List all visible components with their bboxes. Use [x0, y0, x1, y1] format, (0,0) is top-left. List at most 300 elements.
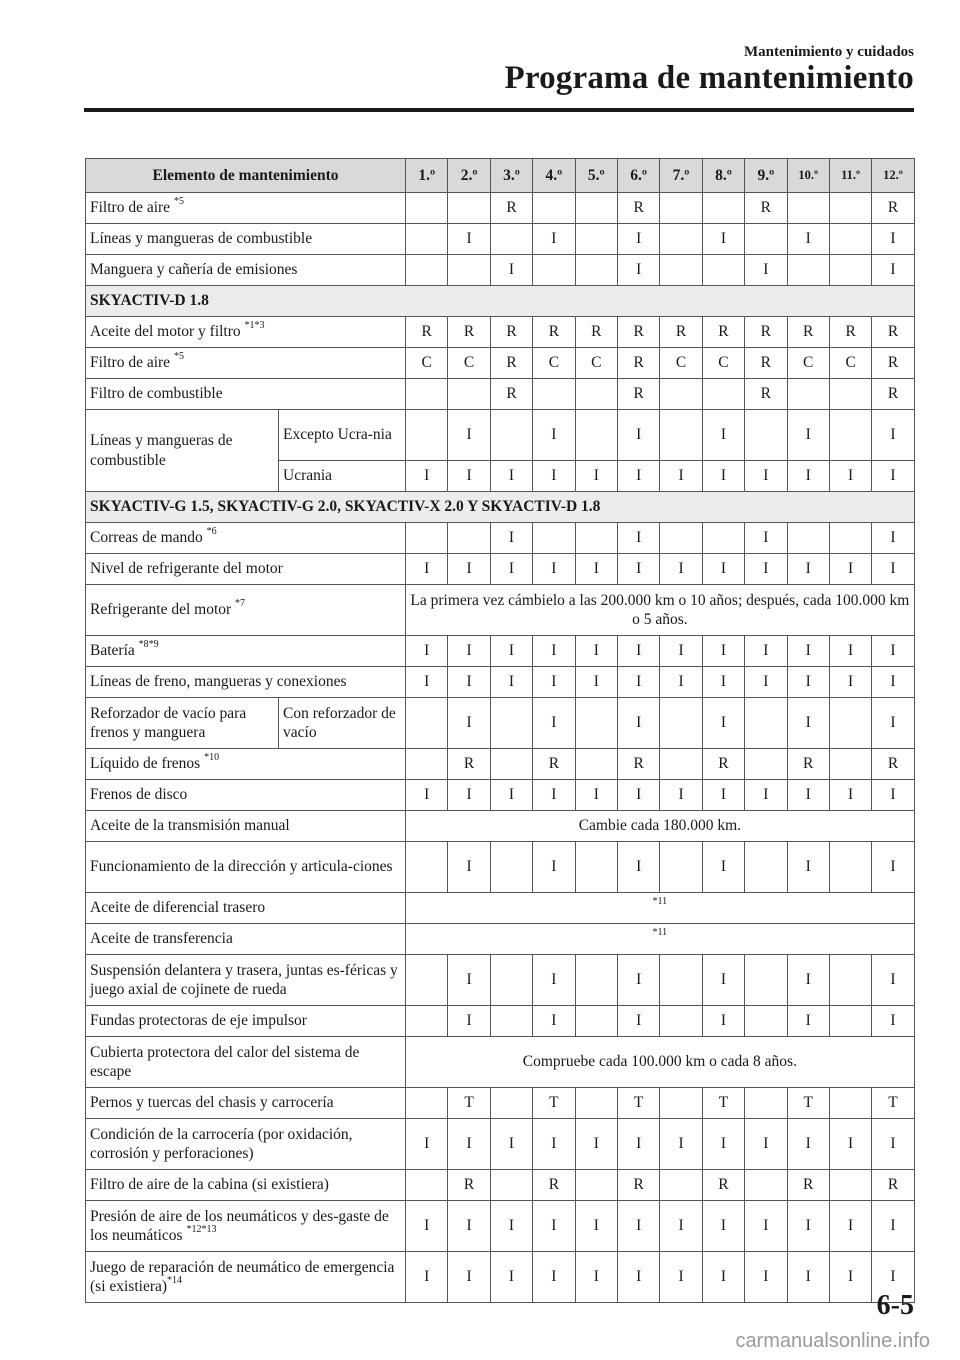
interval-value: I: [787, 410, 829, 461]
interval-value: [406, 955, 448, 1006]
interval-value: R: [448, 1170, 490, 1201]
item-label-text: Aceite de diferencial trasero: [90, 899, 266, 917]
table-row: [86, 1201, 915, 1252]
interval-value: [575, 224, 617, 255]
interval-value: [745, 749, 787, 780]
header-interval: 4.º: [533, 159, 575, 193]
footnote-ref: *11: [652, 896, 668, 908]
interval-value: R: [872, 348, 914, 379]
interval-value: I: [660, 780, 702, 811]
item-label-text: Pernos y tuercas del chasis y carrocería: [90, 1094, 334, 1112]
footnote-ref: *10: [204, 752, 220, 764]
interval-value: [490, 955, 532, 1006]
interval-value: I: [533, 667, 575, 698]
interval-value: [745, 842, 787, 893]
interval-value: I: [787, 698, 829, 749]
interval-value: I: [660, 554, 702, 585]
interval-value: I: [872, 698, 914, 749]
interval-value: I: [575, 1252, 617, 1303]
item-label: [86, 842, 406, 893]
interval-value: I: [660, 461, 702, 492]
interval-value: I: [745, 1252, 787, 1303]
interval-value: C: [787, 348, 829, 379]
interval-value: I: [829, 780, 871, 811]
interval-value: R: [617, 317, 659, 348]
interval-value: I: [448, 1119, 490, 1170]
interval-value: I: [872, 1119, 914, 1170]
interval-value: R: [702, 317, 744, 348]
interval-value: [533, 193, 575, 224]
interval-value: [660, 379, 702, 410]
item-label-text: Refrigerante del motor: [90, 601, 236, 619]
item-label-text: Nivel de refrigerante del motor: [90, 560, 283, 578]
item-label-text: Aceite del motor y filtro: [90, 323, 245, 341]
header-interval: 2.º: [448, 159, 490, 193]
interval-value: I: [406, 554, 448, 585]
interval-value: I: [617, 1201, 659, 1252]
table-row: [86, 842, 915, 893]
interval-value: I: [533, 1006, 575, 1037]
interval-value: T: [702, 1088, 744, 1119]
interval-value: I: [448, 1201, 490, 1252]
interval-value: I: [787, 955, 829, 1006]
footnote-ref: *14: [167, 1275, 183, 1286]
interval-value: R: [617, 379, 659, 410]
header-interval: 5.º: [575, 159, 617, 193]
interval-value: I: [702, 1201, 744, 1252]
interval-value: [829, 379, 871, 410]
header-interval: 11.º: [829, 159, 871, 193]
interval-value: [490, 1006, 532, 1037]
interval-value: I: [787, 636, 829, 667]
interval-note: [406, 893, 915, 924]
item-label-text: Correas de mando: [90, 529, 207, 547]
interval-value: I: [872, 255, 914, 286]
interval-value: I: [617, 461, 659, 492]
item-label-text: Manguera y cañería de emisiones: [90, 261, 298, 279]
interval-value: R: [745, 379, 787, 410]
interval-value: I: [448, 410, 490, 461]
interval-value: [406, 1088, 448, 1119]
interval-value: [660, 1170, 702, 1201]
header-interval: 7.º: [660, 159, 702, 193]
interval-value: I: [575, 1201, 617, 1252]
interval-value: [829, 698, 871, 749]
table-row: [86, 636, 915, 667]
interval-value: I: [448, 698, 490, 749]
interval-value: I: [872, 1252, 914, 1303]
interval-value: R: [872, 749, 914, 780]
interval-value: I: [745, 1201, 787, 1252]
interval-note-text: Compruebe cada 100.000 km o cada 8 años.: [406, 1037, 915, 1088]
interval-value: I: [745, 554, 787, 585]
table-row: [86, 379, 915, 410]
interval-value: [406, 193, 448, 224]
interval-value: I: [490, 1201, 532, 1252]
interval-value: I: [490, 780, 532, 811]
interval-value: I: [406, 780, 448, 811]
interval-value: [575, 523, 617, 554]
interval-value: I: [745, 1119, 787, 1170]
interval-value: C: [533, 348, 575, 379]
interval-value: [787, 379, 829, 410]
table-row: [86, 1006, 915, 1037]
item-label: [86, 955, 406, 1006]
interval-value: [829, 410, 871, 461]
interval-value: R: [533, 1170, 575, 1201]
interval-value: [406, 379, 448, 410]
interval-value: I: [872, 1006, 914, 1037]
table-row: [86, 698, 915, 749]
interval-value: [533, 255, 575, 286]
interval-value: R: [745, 348, 787, 379]
interval-value: I: [490, 554, 532, 585]
interval-value: R: [617, 348, 659, 379]
interval-value: I: [872, 523, 914, 554]
interval-value: [745, 1006, 787, 1037]
interval-value: I: [575, 1119, 617, 1170]
item-label-text: Fundas protectoras de eje impulsor: [90, 1012, 307, 1030]
footnote-ref: *11: [652, 927, 668, 939]
interval-value: [490, 698, 532, 749]
interval-value: I: [787, 1201, 829, 1252]
item-label: [86, 1119, 406, 1170]
interval-value: [829, 1170, 871, 1201]
interval-value: I: [490, 636, 532, 667]
interval-value: T: [872, 1088, 914, 1119]
interval-value: [787, 523, 829, 554]
interval-value: I: [533, 224, 575, 255]
interval-value: I: [787, 461, 829, 492]
interval-value: [660, 749, 702, 780]
interval-value: [660, 1006, 702, 1037]
interval-value: I: [787, 554, 829, 585]
interval-value: R: [490, 317, 532, 348]
interval-value: I: [702, 1119, 744, 1170]
interval-value: I: [533, 461, 575, 492]
interval-value: [660, 193, 702, 224]
interval-value: [575, 410, 617, 461]
interval-value: I: [533, 842, 575, 893]
interval-note-text: La primera vez cámbielo a las 200.000 km o 10 años; después, cada 100.000 km o 5 años.: [406, 585, 915, 636]
table-row: [86, 1170, 915, 1201]
interval-value: I: [702, 1006, 744, 1037]
interval-value: [406, 1170, 448, 1201]
interval-value: R: [872, 317, 914, 348]
header-interval: 1.º: [406, 159, 448, 193]
interval-value: [406, 698, 448, 749]
interval-value: I: [829, 1201, 871, 1252]
interval-value: I: [617, 636, 659, 667]
interval-value: I: [829, 1119, 871, 1170]
section-row: [86, 286, 915, 317]
interval-value: C: [829, 348, 871, 379]
interval-value: [575, 255, 617, 286]
interval-value: C: [448, 348, 490, 379]
header-rule: [84, 108, 914, 112]
interval-value: I: [660, 1119, 702, 1170]
interval-value: [533, 523, 575, 554]
interval-value: I: [617, 224, 659, 255]
interval-value: I: [490, 255, 532, 286]
interval-value: [490, 1088, 532, 1119]
item-label-text: Aceite de transferencia: [90, 930, 233, 948]
interval-value: [533, 379, 575, 410]
interval-value: I: [617, 1252, 659, 1303]
interval-value: I: [533, 554, 575, 585]
interval-value: I: [533, 1119, 575, 1170]
interval-value: [575, 842, 617, 893]
interval-value: [787, 193, 829, 224]
interval-value: I: [617, 667, 659, 698]
item-label-text: Filtro de aire: [90, 199, 174, 217]
interval-value: I: [702, 667, 744, 698]
interval-value: [448, 255, 490, 286]
item-sub-label: Ucrania: [279, 461, 406, 492]
interval-value: [575, 1088, 617, 1119]
interval-value: I: [829, 636, 871, 667]
interval-value: [660, 523, 702, 554]
interval-value: I: [745, 461, 787, 492]
interval-value: I: [829, 554, 871, 585]
interval-value: [406, 1006, 448, 1037]
interval-value: R: [490, 379, 532, 410]
interval-value: I: [533, 698, 575, 749]
interval-value: I: [702, 698, 744, 749]
interval-value: [829, 1006, 871, 1037]
interval-value: [490, 749, 532, 780]
page-number: 6-5: [876, 1290, 914, 1321]
interval-value: I: [745, 667, 787, 698]
table-header-row: [86, 159, 915, 193]
table-row: [86, 1037, 915, 1088]
interval-value: I: [533, 636, 575, 667]
table-row: [86, 523, 915, 554]
item-label: [86, 893, 406, 924]
interval-value: I: [448, 1252, 490, 1303]
interval-value: I: [872, 955, 914, 1006]
interval-value: R: [490, 193, 532, 224]
interval-value: I: [617, 780, 659, 811]
interval-value: [575, 749, 617, 780]
interval-value: I: [490, 1119, 532, 1170]
interval-value: [490, 224, 532, 255]
item-label: [86, 749, 406, 780]
watermark: carmanualsonline.info: [735, 1330, 930, 1352]
interval-value: I: [406, 461, 448, 492]
interval-value: I: [575, 780, 617, 811]
item-label-text: Aceite de la transmisión manual: [90, 817, 290, 835]
header-interval: 6.º: [617, 159, 659, 193]
interval-value: I: [448, 224, 490, 255]
interval-value: R: [787, 749, 829, 780]
interval-value: R: [617, 1170, 659, 1201]
interval-value: I: [448, 554, 490, 585]
table-row: [86, 749, 915, 780]
interval-value: [660, 842, 702, 893]
interval-value: I: [448, 667, 490, 698]
interval-value: [660, 955, 702, 1006]
interval-value: C: [702, 348, 744, 379]
table-row: [86, 780, 915, 811]
interval-value: T: [533, 1088, 575, 1119]
table-row: [86, 924, 915, 955]
interval-value: R: [745, 317, 787, 348]
item-label: [86, 317, 406, 348]
item-label: [86, 348, 406, 379]
interval-value: I: [745, 780, 787, 811]
item-label: [86, 255, 406, 286]
interval-note: [406, 924, 915, 955]
interval-value: [745, 410, 787, 461]
interval-value: I: [702, 1252, 744, 1303]
interval-value: [448, 523, 490, 554]
interval-value: I: [448, 461, 490, 492]
interval-value: I: [872, 667, 914, 698]
item-label: [86, 924, 406, 955]
interval-value: R: [872, 379, 914, 410]
item-label-text: Filtro de aire: [90, 354, 174, 372]
interval-value: I: [490, 523, 532, 554]
table-row: [86, 554, 915, 585]
interval-value: R: [617, 193, 659, 224]
interval-value: [829, 955, 871, 1006]
item-label-text: Batería: [90, 642, 139, 660]
interval-value: [660, 1088, 702, 1119]
footnote-ref: *5: [173, 196, 184, 208]
header-interval: 3.º: [490, 159, 532, 193]
interval-value: [745, 1088, 787, 1119]
interval-value: I: [745, 523, 787, 554]
table-row: [86, 955, 915, 1006]
interval-note-text: Cambie cada 180.000 km.: [406, 811, 915, 842]
interval-value: [745, 224, 787, 255]
table-row: [86, 224, 915, 255]
interval-value: R: [575, 317, 617, 348]
interval-value: R: [448, 749, 490, 780]
interval-value: [406, 749, 448, 780]
interval-value: I: [702, 410, 744, 461]
footnote-ref: *12*13: [186, 1224, 217, 1235]
interval-value: [745, 955, 787, 1006]
table-row: [86, 255, 915, 286]
interval-value: I: [575, 636, 617, 667]
interval-value: I: [406, 636, 448, 667]
item-group-label: Reforzador de vacío para frenos y manguera: [86, 698, 279, 749]
interval-value: R: [787, 317, 829, 348]
interval-value: [575, 698, 617, 749]
interval-value: I: [787, 780, 829, 811]
interval-value: I: [448, 636, 490, 667]
interval-value: [406, 842, 448, 893]
table-row: [86, 410, 915, 461]
header-interval: 8.º: [702, 159, 744, 193]
interval-value: I: [702, 554, 744, 585]
interval-value: R: [490, 348, 532, 379]
item-label: [86, 1252, 406, 1303]
item-label: [86, 1201, 406, 1252]
item-label-text: Cubierta protectora del calor del sistema de escape: [90, 1043, 360, 1080]
interval-value: I: [787, 1119, 829, 1170]
interval-value: [490, 1170, 532, 1201]
interval-value: [406, 523, 448, 554]
interval-value: [829, 255, 871, 286]
interval-value: I: [406, 667, 448, 698]
interval-value: I: [872, 780, 914, 811]
interval-value: I: [872, 636, 914, 667]
interval-value: R: [406, 317, 448, 348]
interval-value: [490, 842, 532, 893]
interval-value: I: [448, 780, 490, 811]
interval-value: I: [702, 780, 744, 811]
interval-value: [829, 1088, 871, 1119]
interval-value: I: [533, 780, 575, 811]
interval-value: [702, 255, 744, 286]
item-label-text: Condición de la carrocería (por oxidación, corrosión y perforaciones): [90, 1125, 353, 1162]
interval-value: I: [575, 554, 617, 585]
interval-value: I: [406, 1119, 448, 1170]
interval-value: R: [787, 1170, 829, 1201]
interval-value: I: [787, 667, 829, 698]
interval-value: [660, 410, 702, 461]
item-label: [86, 1037, 406, 1088]
interval-value: I: [533, 1201, 575, 1252]
interval-value: [448, 379, 490, 410]
header-interval: 12.º: [872, 159, 914, 193]
interval-value: R: [533, 317, 575, 348]
interval-value: [702, 379, 744, 410]
interval-value: I: [872, 461, 914, 492]
item-label: [86, 811, 406, 842]
interval-value: I: [617, 410, 659, 461]
item-label: [86, 1006, 406, 1037]
item-label: [86, 523, 406, 554]
interval-value: I: [702, 842, 744, 893]
interval-value: I: [660, 1252, 702, 1303]
table-row: [86, 317, 915, 348]
section-header: Mantenimiento y cuidados: [743, 44, 914, 60]
interval-value: [702, 523, 744, 554]
interval-value: I: [448, 955, 490, 1006]
interval-value: [660, 224, 702, 255]
interval-value: [448, 193, 490, 224]
interval-value: [660, 255, 702, 286]
interval-value: R: [617, 749, 659, 780]
item-label: [86, 379, 406, 410]
item-label-text: Líneas de freno, mangueras y conexiones: [90, 673, 347, 691]
interval-value: I: [702, 224, 744, 255]
interval-value: I: [702, 955, 744, 1006]
interval-value: I: [490, 461, 532, 492]
interval-value: I: [490, 1252, 532, 1303]
item-label-text: Frenos de disco: [90, 786, 188, 804]
interval-value: [702, 193, 744, 224]
interval-value: [575, 1170, 617, 1201]
interval-value: T: [617, 1088, 659, 1119]
item-label: [86, 554, 406, 585]
footnote-ref: *6: [206, 526, 217, 538]
table-row: [86, 1252, 915, 1303]
interval-value: I: [829, 667, 871, 698]
interval-value: I: [702, 461, 744, 492]
interval-value: [575, 193, 617, 224]
item-label: [86, 667, 406, 698]
interval-value: I: [575, 667, 617, 698]
header-interval: 9.º: [745, 159, 787, 193]
interval-value: R: [829, 317, 871, 348]
interval-value: I: [533, 955, 575, 1006]
interval-value: R: [660, 317, 702, 348]
